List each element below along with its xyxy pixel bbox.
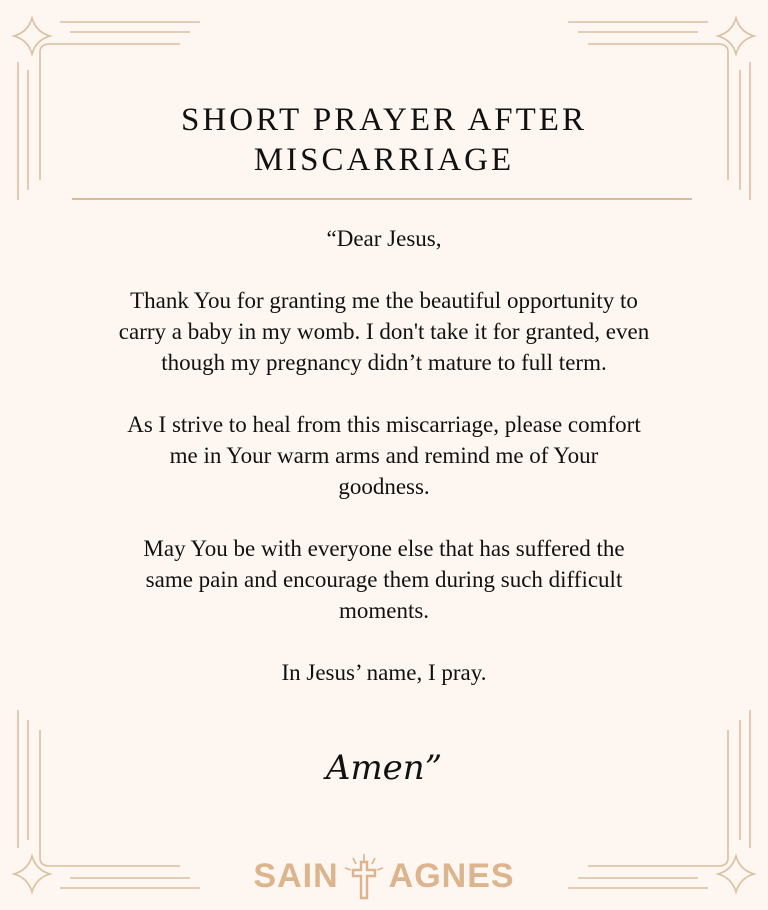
page-title	[0, 100, 768, 180]
title-line: MISCARRIAGE	[253, 142, 515, 178]
prayer-body	[60, 223, 708, 688]
star-icon	[14, 18, 50, 54]
brand-logo	[0, 852, 768, 900]
cross-icon	[341, 852, 387, 900]
amen-signature: Amen”	[325, 748, 443, 788]
star-icon	[718, 18, 754, 54]
title-divider	[72, 198, 692, 200]
prayer-closing: In Jesus’ name, I pray.	[281, 660, 487, 685]
prayer-line: goodness.	[338, 474, 430, 499]
prayer-line: same pain and encourage them during such difficult	[145, 567, 623, 592]
prayer-line: Thank You for granting me the beautiful opportunity to	[130, 288, 638, 313]
prayer-line: May You be with everyone else that has suffered the	[143, 536, 625, 561]
title-line: SHORT PRAYER AFTER	[181, 102, 587, 138]
brand-text-end: AGNES	[388, 856, 515, 895]
prayer-line: carry a baby in my womb. I don't take it for granted, even	[118, 319, 650, 344]
prayer-greeting: “Dear Jesus,	[326, 226, 442, 251]
prayer-line: though my pregnancy didn’t mature to full term.	[161, 350, 607, 375]
prayer-line: moments.	[338, 598, 430, 623]
prayer-line: me in Your warm arms and remind me of Your	[169, 443, 599, 468]
prayer-line: As I strive to heal from this miscarriage, please comfort	[127, 412, 641, 437]
brand-text-start: SAIN	[253, 856, 339, 895]
